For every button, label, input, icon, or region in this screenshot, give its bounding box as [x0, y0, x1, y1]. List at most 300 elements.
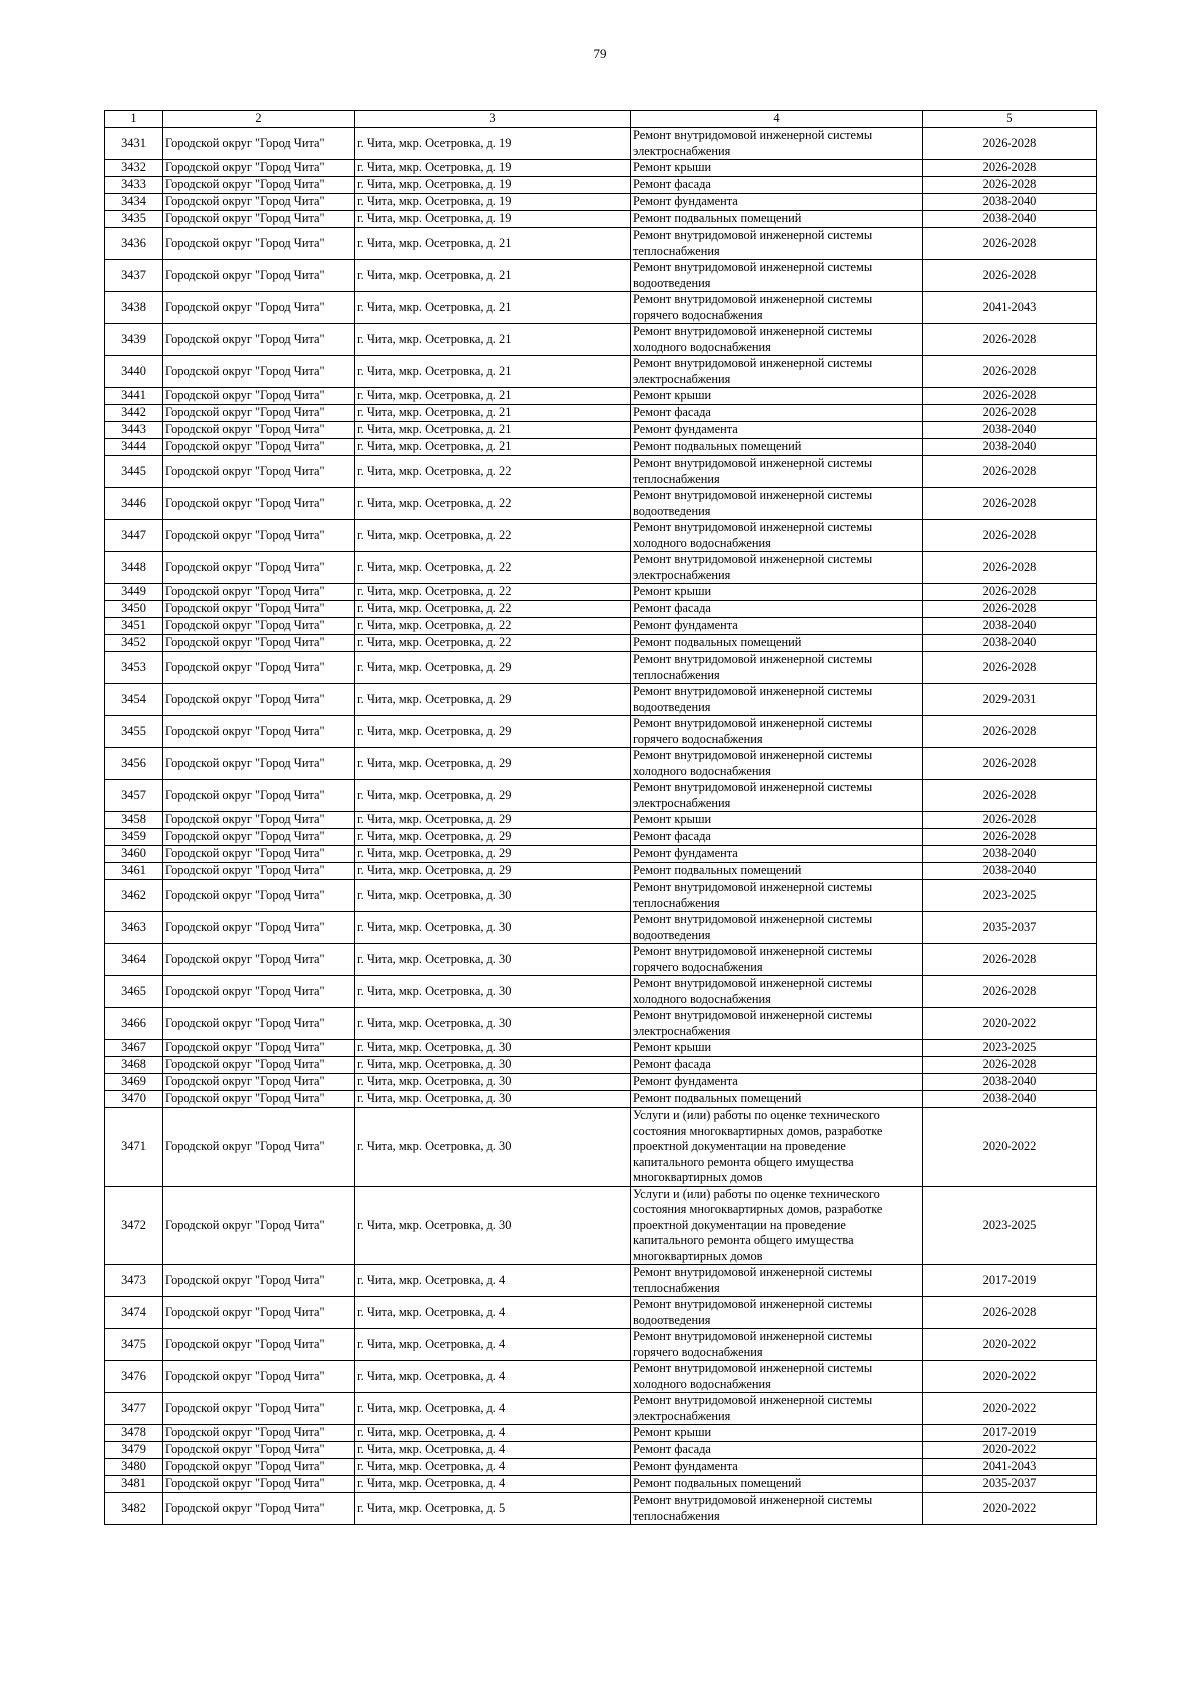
- row-number-cell: 3478: [105, 1425, 163, 1442]
- work-type-cell: Ремонт фасада: [631, 405, 923, 422]
- work-type-cell: Ремонт подвальных помещений: [631, 1091, 923, 1108]
- address-cell: г. Чита, мкр. Осетровка, д. 21: [355, 388, 631, 405]
- municipality-cell: Городской округ "Город Чита": [163, 292, 355, 324]
- address-cell: г. Чита, мкр. Осетровка, д. 29: [355, 652, 631, 684]
- row-number-cell: 3453: [105, 652, 163, 684]
- address-cell: г. Чита, мкр. Осетровка, д. 21: [355, 422, 631, 439]
- table-row: [105, 1091, 1097, 1108]
- period-cell: 2026-2028: [923, 388, 1097, 405]
- work-type-cell: Ремонт внутридомовой инженерной системы холодного водоснабжения: [631, 520, 923, 552]
- table-row: [105, 422, 1097, 439]
- address-cell: г. Чита, мкр. Осетровка, д. 29: [355, 863, 631, 880]
- municipality-cell: Городской округ "Город Чита": [163, 1074, 355, 1091]
- row-number-cell: 3480: [105, 1459, 163, 1476]
- row-number-cell: 3436: [105, 228, 163, 260]
- row-number-cell: 3456: [105, 748, 163, 780]
- table-row: [105, 1008, 1097, 1040]
- period-cell: 2026-2028: [923, 456, 1097, 488]
- table-row: [105, 1040, 1097, 1057]
- period-cell: 2017-2019: [923, 1425, 1097, 1442]
- address-cell: г. Чита, мкр. Осетровка, д. 22: [355, 618, 631, 635]
- municipality-cell: Городской округ "Город Чита": [163, 863, 355, 880]
- municipality-cell: Городской округ "Город Чита": [163, 652, 355, 684]
- municipality-cell: Городской округ "Город Чита": [163, 1425, 355, 1442]
- period-cell: 2026-2028: [923, 780, 1097, 812]
- column-header: 1: [105, 111, 163, 128]
- row-number-cell: 3472: [105, 1186, 163, 1265]
- period-cell: 2026-2028: [923, 716, 1097, 748]
- period-cell: 2020-2022: [923, 1442, 1097, 1459]
- municipality-cell: Городской округ "Город Чита": [163, 439, 355, 456]
- municipality-cell: Городской округ "Город Чита": [163, 1265, 355, 1297]
- period-cell: 2023-2025: [923, 880, 1097, 912]
- address-cell: г. Чита, мкр. Осетровка, д. 29: [355, 812, 631, 829]
- work-type-cell: Ремонт внутридомовой инженерной системы электроснабжения: [631, 128, 923, 160]
- work-type-cell: Ремонт внутридомовой инженерной системы водоотведения: [631, 1297, 923, 1329]
- row-number-cell: 3444: [105, 439, 163, 456]
- work-type-cell: Ремонт внутридомовой инженерной системы холодного водоснабжения: [631, 1361, 923, 1393]
- period-cell: 2020-2022: [923, 1008, 1097, 1040]
- work-type-cell: Ремонт подвальных помещений: [631, 863, 923, 880]
- municipality-cell: Городской округ "Город Чита": [163, 520, 355, 552]
- municipality-cell: Городской округ "Город Чита": [163, 260, 355, 292]
- address-cell: г. Чита, мкр. Осетровка, д. 22: [355, 456, 631, 488]
- municipality-cell: Городской округ "Город Чита": [163, 584, 355, 601]
- work-type-cell: Ремонт внутридомовой инженерной системы электроснабжения: [631, 1393, 923, 1425]
- table-row: [105, 260, 1097, 292]
- work-type-cell: Ремонт внутридомовой инженерной системы электроснабжения: [631, 780, 923, 812]
- period-cell: 2026-2028: [923, 1057, 1097, 1074]
- municipality-cell: Городской округ "Город Чита": [163, 748, 355, 780]
- municipality-cell: Городской округ "Город Чита": [163, 405, 355, 422]
- address-cell: г. Чита, мкр. Осетровка, д. 22: [355, 520, 631, 552]
- work-type-cell: Ремонт крыши: [631, 584, 923, 601]
- work-type-cell: Ремонт фасада: [631, 601, 923, 618]
- period-cell: 2020-2022: [923, 1108, 1097, 1187]
- municipality-cell: Городской округ "Город Чита": [163, 1329, 355, 1361]
- municipality-cell: Городской округ "Город Чита": [163, 912, 355, 944]
- work-type-cell: Ремонт фундамента: [631, 618, 923, 635]
- municipality-cell: Городской округ "Город Чита": [163, 388, 355, 405]
- municipality-cell: Городской округ "Город Чита": [163, 635, 355, 652]
- table-row: [105, 944, 1097, 976]
- table-row: [105, 520, 1097, 552]
- table-row: [105, 1329, 1097, 1361]
- period-cell: 2023-2025: [923, 1040, 1097, 1057]
- address-cell: г. Чита, мкр. Осетровка, д. 30: [355, 1040, 631, 1057]
- table-row: [105, 846, 1097, 863]
- table-row: [105, 1476, 1097, 1493]
- row-number-cell: 3450: [105, 601, 163, 618]
- municipality-cell: Городской округ "Город Чита": [163, 1493, 355, 1525]
- municipality-cell: Городской округ "Город Чита": [163, 1186, 355, 1265]
- work-type-cell: Ремонт крыши: [631, 1425, 923, 1442]
- table-row: [105, 684, 1097, 716]
- municipality-cell: Городской округ "Город Чита": [163, 128, 355, 160]
- municipality-cell: Городской округ "Город Чита": [163, 1459, 355, 1476]
- municipality-cell: Городской округ "Город Чита": [163, 422, 355, 439]
- address-cell: г. Чита, мкр. Осетровка, д. 29: [355, 716, 631, 748]
- work-type-cell: Ремонт подвальных помещений: [631, 211, 923, 228]
- row-number-cell: 3449: [105, 584, 163, 601]
- row-number-cell: 3461: [105, 863, 163, 880]
- work-type-cell: Ремонт внутридомовой инженерной системы водоотведения: [631, 260, 923, 292]
- period-cell: 2026-2028: [923, 812, 1097, 829]
- address-cell: г. Чита, мкр. Осетровка, д. 30: [355, 1008, 631, 1040]
- municipality-cell: Городской округ "Город Чита": [163, 780, 355, 812]
- address-cell: г. Чита, мкр. Осетровка, д. 4: [355, 1329, 631, 1361]
- table-row: [105, 1297, 1097, 1329]
- municipality-cell: Городской округ "Город Чита": [163, 1091, 355, 1108]
- row-number-cell: 3443: [105, 422, 163, 439]
- table-row: [105, 128, 1097, 160]
- municipality-cell: Городской округ "Город Чита": [163, 846, 355, 863]
- period-cell: 2023-2025: [923, 1186, 1097, 1265]
- municipality-cell: Городской округ "Город Чита": [163, 1108, 355, 1187]
- row-number-cell: 3463: [105, 912, 163, 944]
- work-type-cell: Ремонт внутридомовой инженерной системы теплоснабжения: [631, 880, 923, 912]
- table-row: [105, 652, 1097, 684]
- address-cell: г. Чита, мкр. Осетровка, д. 4: [355, 1297, 631, 1329]
- period-cell: 2038-2040: [923, 846, 1097, 863]
- work-type-cell: Ремонт крыши: [631, 388, 923, 405]
- period-cell: 2026-2028: [923, 128, 1097, 160]
- municipality-cell: Городской округ "Город Чита": [163, 1476, 355, 1493]
- table-row: [105, 488, 1097, 520]
- period-cell: 2026-2028: [923, 829, 1097, 846]
- period-cell: 2026-2028: [923, 944, 1097, 976]
- row-number-cell: 3437: [105, 260, 163, 292]
- municipality-cell: Городской округ "Город Чита": [163, 812, 355, 829]
- period-cell: 2026-2028: [923, 488, 1097, 520]
- municipality-cell: Городской округ "Город Чита": [163, 716, 355, 748]
- work-type-cell: Ремонт внутридомовой инженерной системы теплоснабжения: [631, 456, 923, 488]
- address-cell: г. Чита, мкр. Осетровка, д. 30: [355, 1186, 631, 1265]
- row-number-cell: 3462: [105, 880, 163, 912]
- address-cell: г. Чита, мкр. Осетровка, д. 19: [355, 211, 631, 228]
- municipality-cell: Городской округ "Город Чита": [163, 324, 355, 356]
- work-type-cell: Ремонт подвальных помещений: [631, 635, 923, 652]
- work-type-cell: Ремонт внутридомовой инженерной системы водоотведения: [631, 488, 923, 520]
- address-cell: г. Чита, мкр. Осетровка, д. 4: [355, 1265, 631, 1297]
- table-row: [105, 880, 1097, 912]
- table-row: [105, 635, 1097, 652]
- period-cell: 2026-2028: [923, 601, 1097, 618]
- row-number-cell: 3474: [105, 1297, 163, 1329]
- work-type-cell: Ремонт крыши: [631, 1040, 923, 1057]
- municipality-cell: Городской округ "Город Чита": [163, 356, 355, 388]
- table-row: [105, 601, 1097, 618]
- address-cell: г. Чита, мкр. Осетровка, д. 30: [355, 944, 631, 976]
- row-number-cell: 3455: [105, 716, 163, 748]
- table-row: [105, 1074, 1097, 1091]
- work-type-cell: Ремонт фасада: [631, 829, 923, 846]
- municipality-cell: Городской округ "Город Чита": [163, 160, 355, 177]
- row-number-cell: 3447: [105, 520, 163, 552]
- table-row: [105, 812, 1097, 829]
- table-row: [105, 1186, 1097, 1265]
- table-row: [105, 780, 1097, 812]
- row-number-cell: 3438: [105, 292, 163, 324]
- period-cell: 2026-2028: [923, 228, 1097, 260]
- row-number-cell: 3442: [105, 405, 163, 422]
- address-cell: г. Чита, мкр. Осетровка, д. 30: [355, 976, 631, 1008]
- address-cell: г. Чита, мкр. Осетровка, д. 19: [355, 177, 631, 194]
- period-cell: 2038-2040: [923, 863, 1097, 880]
- address-cell: г. Чита, мкр. Осетровка, д. 4: [355, 1459, 631, 1476]
- address-cell: г. Чита, мкр. Осетровка, д. 21: [355, 260, 631, 292]
- period-cell: 2038-2040: [923, 1074, 1097, 1091]
- work-type-cell: Ремонт фундамента: [631, 1074, 923, 1091]
- municipality-cell: Городской округ "Город Чита": [163, 1393, 355, 1425]
- municipality-cell: Городской округ "Город Чита": [163, 228, 355, 260]
- table-row: [105, 1442, 1097, 1459]
- row-number-cell: 3465: [105, 976, 163, 1008]
- row-number-cell: 3457: [105, 780, 163, 812]
- work-type-cell: Ремонт подвальных помещений: [631, 439, 923, 456]
- address-cell: г. Чита, мкр. Осетровка, д. 21: [355, 356, 631, 388]
- municipality-cell: Городской округ "Город Чита": [163, 1040, 355, 1057]
- table-row: [105, 748, 1097, 780]
- municipality-cell: Городской округ "Город Чита": [163, 976, 355, 1008]
- period-cell: 2038-2040: [923, 635, 1097, 652]
- work-type-cell: Услуги и (или) работы по оценке технического состояния многоквартирных домов, разработке проектной документации на проведение капитального ремонта общего имущества многоквартирных домов: [631, 1186, 923, 1265]
- address-cell: г. Чита, мкр. Осетровка, д. 29: [355, 748, 631, 780]
- row-number-cell: 3481: [105, 1476, 163, 1493]
- row-number-cell: 3446: [105, 488, 163, 520]
- table-row: [105, 292, 1097, 324]
- work-type-cell: Ремонт внутридомовой инженерной системы водоотведения: [631, 684, 923, 716]
- period-cell: 2026-2028: [923, 584, 1097, 601]
- period-cell: 2020-2022: [923, 1493, 1097, 1525]
- period-cell: 2041-2043: [923, 1459, 1097, 1476]
- period-cell: 2038-2040: [923, 211, 1097, 228]
- table-row: [105, 456, 1097, 488]
- work-type-cell: Ремонт фундамента: [631, 422, 923, 439]
- municipality-cell: Городской округ "Город Чита": [163, 601, 355, 618]
- work-type-cell: Ремонт фундамента: [631, 1459, 923, 1476]
- municipality-cell: Городской округ "Город Чита": [163, 829, 355, 846]
- work-type-cell: Ремонт фундамента: [631, 194, 923, 211]
- period-cell: 2026-2028: [923, 324, 1097, 356]
- period-cell: 2026-2028: [923, 356, 1097, 388]
- column-header: 3: [355, 111, 631, 128]
- period-cell: 2038-2040: [923, 618, 1097, 635]
- table-row: [105, 356, 1097, 388]
- municipality-cell: Городской округ "Город Чита": [163, 1297, 355, 1329]
- table-row: [105, 618, 1097, 635]
- municipality-cell: Городской округ "Город Чита": [163, 177, 355, 194]
- row-number-cell: 3476: [105, 1361, 163, 1393]
- work-type-cell: Ремонт внутридомовой инженерной системы горячего водоснабжения: [631, 292, 923, 324]
- period-cell: 2041-2043: [923, 292, 1097, 324]
- row-number-cell: 3473: [105, 1265, 163, 1297]
- work-type-cell: Ремонт фасада: [631, 177, 923, 194]
- address-cell: г. Чита, мкр. Осетровка, д. 22: [355, 488, 631, 520]
- table-row: [105, 160, 1097, 177]
- table-row: [105, 1361, 1097, 1393]
- address-cell: г. Чита, мкр. Осетровка, д. 30: [355, 1057, 631, 1074]
- municipality-cell: Городской округ "Город Чита": [163, 194, 355, 211]
- period-cell: 2035-2037: [923, 1476, 1097, 1493]
- table-row: [105, 863, 1097, 880]
- municipality-cell: Городской округ "Город Чита": [163, 1361, 355, 1393]
- address-cell: г. Чита, мкр. Осетровка, д. 19: [355, 160, 631, 177]
- table-row: [105, 388, 1097, 405]
- period-cell: 2026-2028: [923, 160, 1097, 177]
- table-row: [105, 405, 1097, 422]
- municipality-cell: Городской округ "Город Чита": [163, 1057, 355, 1074]
- work-type-cell: Ремонт внутридомовой инженерной системы теплоснабжения: [631, 1493, 923, 1525]
- table-row: [105, 439, 1097, 456]
- municipality-cell: Городской округ "Город Чита": [163, 1442, 355, 1459]
- municipality-cell: Городской округ "Город Чита": [163, 1008, 355, 1040]
- period-cell: 2026-2028: [923, 405, 1097, 422]
- municipality-cell: Городской округ "Город Чита": [163, 944, 355, 976]
- municipality-cell: Городской округ "Город Чита": [163, 488, 355, 520]
- row-number-cell: 3452: [105, 635, 163, 652]
- period-cell: 2026-2028: [923, 748, 1097, 780]
- municipality-cell: Городской округ "Город Чита": [163, 456, 355, 488]
- table-row: [105, 228, 1097, 260]
- row-number-cell: 3433: [105, 177, 163, 194]
- table-row: [105, 1265, 1097, 1297]
- period-cell: 2020-2022: [923, 1329, 1097, 1361]
- row-number-cell: 3475: [105, 1329, 163, 1361]
- period-cell: 2026-2028: [923, 1297, 1097, 1329]
- table-row: [105, 912, 1097, 944]
- address-cell: г. Чита, мкр. Осетровка, д. 22: [355, 584, 631, 601]
- row-number-cell: 3439: [105, 324, 163, 356]
- work-type-cell: Ремонт внутридомовой инженерной системы горячего водоснабжения: [631, 944, 923, 976]
- row-number-cell: 3458: [105, 812, 163, 829]
- work-type-cell: Ремонт внутридомовой инженерной системы теплоснабжения: [631, 652, 923, 684]
- table-row: [105, 1057, 1097, 1074]
- address-cell: г. Чита, мкр. Осетровка, д. 22: [355, 552, 631, 584]
- address-cell: г. Чита, мкр. Осетровка, д. 30: [355, 1108, 631, 1187]
- page-number: 79: [593, 46, 607, 61]
- work-type-cell: Ремонт внутридомовой инженерной системы холодного водоснабжения: [631, 748, 923, 780]
- address-cell: г. Чита, мкр. Осетровка, д. 5: [355, 1493, 631, 1525]
- table-row: [105, 1493, 1097, 1525]
- period-cell: 2026-2028: [923, 976, 1097, 1008]
- table-body: [105, 128, 1097, 1525]
- row-number-cell: 3470: [105, 1091, 163, 1108]
- column-header: 4: [631, 111, 923, 128]
- municipality-cell: Городской округ "Город Чита": [163, 211, 355, 228]
- row-number-cell: 3454: [105, 684, 163, 716]
- period-cell: 2038-2040: [923, 1091, 1097, 1108]
- row-number-cell: 3434: [105, 194, 163, 211]
- row-number-cell: 3440: [105, 356, 163, 388]
- table-row: [105, 1425, 1097, 1442]
- period-cell: 2038-2040: [923, 422, 1097, 439]
- work-type-cell: Ремонт подвальных помещений: [631, 1476, 923, 1493]
- period-cell: 2029-2031: [923, 684, 1097, 716]
- table-row: [105, 829, 1097, 846]
- address-cell: г. Чита, мкр. Осетровка, д. 30: [355, 880, 631, 912]
- period-cell: 2020-2022: [923, 1361, 1097, 1393]
- table-row: [105, 976, 1097, 1008]
- address-cell: г. Чита, мкр. Осетровка, д. 19: [355, 194, 631, 211]
- municipality-cell: Городской округ "Город Чита": [163, 880, 355, 912]
- work-type-cell: Ремонт фасада: [631, 1057, 923, 1074]
- table-row: [105, 194, 1097, 211]
- period-cell: 2035-2037: [923, 912, 1097, 944]
- row-number-cell: 3471: [105, 1108, 163, 1187]
- period-cell: 2026-2028: [923, 652, 1097, 684]
- row-number-cell: 3479: [105, 1442, 163, 1459]
- row-number-cell: 3468: [105, 1057, 163, 1074]
- column-header: 5: [923, 111, 1097, 128]
- address-cell: г. Чита, мкр. Осетровка, д. 29: [355, 829, 631, 846]
- row-number-cell: 3464: [105, 944, 163, 976]
- row-number-cell: 3467: [105, 1040, 163, 1057]
- work-type-cell: Ремонт внутридомовой инженерной системы электроснабжения: [631, 552, 923, 584]
- address-cell: г. Чита, мкр. Осетровка, д. 19: [355, 128, 631, 160]
- row-number-cell: 3441: [105, 388, 163, 405]
- period-cell: 2026-2028: [923, 552, 1097, 584]
- table-row: [105, 211, 1097, 228]
- period-cell: 2038-2040: [923, 439, 1097, 456]
- work-type-cell: Ремонт фасада: [631, 1442, 923, 1459]
- row-number-cell: 3460: [105, 846, 163, 863]
- work-type-cell: Ремонт внутридомовой инженерной системы водоотведения: [631, 912, 923, 944]
- row-number-cell: 3435: [105, 211, 163, 228]
- row-number-cell: 3445: [105, 456, 163, 488]
- row-number-cell: 3431: [105, 128, 163, 160]
- row-number-cell: 3477: [105, 1393, 163, 1425]
- table-row: [105, 1393, 1097, 1425]
- work-type-cell: Ремонт внутридомовой инженерной системы электроснабжения: [631, 1008, 923, 1040]
- address-cell: г. Чита, мкр. Осетровка, д. 21: [355, 439, 631, 456]
- work-type-cell: Ремонт внутридомовой инженерной системы холодного водоснабжения: [631, 324, 923, 356]
- work-type-cell: Ремонт крыши: [631, 812, 923, 829]
- address-cell: г. Чита, мкр. Осетровка, д. 4: [355, 1393, 631, 1425]
- work-type-cell: Ремонт внутридомовой инженерной системы горячего водоснабжения: [631, 716, 923, 748]
- table-row: [105, 716, 1097, 748]
- address-cell: г. Чита, мкр. Осетровка, д. 21: [355, 228, 631, 260]
- table-row: [105, 584, 1097, 601]
- address-cell: г. Чита, мкр. Осетровка, д. 30: [355, 1074, 631, 1091]
- column-header: 2: [163, 111, 355, 128]
- work-type-cell: Услуги и (или) работы по оценке технического состояния многоквартирных домов, разработке проектной документации на проведение капитального ремонта общего имущества многоквартирных домов: [631, 1108, 923, 1187]
- address-cell: г. Чита, мкр. Осетровка, д. 21: [355, 292, 631, 324]
- address-cell: г. Чита, мкр. Осетровка, д. 29: [355, 780, 631, 812]
- row-number-cell: 3482: [105, 1493, 163, 1525]
- period-cell: 2026-2028: [923, 520, 1097, 552]
- address-cell: г. Чита, мкр. Осетровка, д. 22: [355, 601, 631, 618]
- address-cell: г. Чита, мкр. Осетровка, д. 21: [355, 324, 631, 356]
- row-number-cell: 3466: [105, 1008, 163, 1040]
- repair-schedule-table: [104, 110, 1097, 1525]
- municipality-cell: Городской округ "Город Чита": [163, 684, 355, 716]
- work-type-cell: Ремонт внутридомовой инженерной системы холодного водоснабжения: [631, 976, 923, 1008]
- work-type-cell: Ремонт фундамента: [631, 846, 923, 863]
- row-number-cell: 3469: [105, 1074, 163, 1091]
- address-cell: г. Чита, мкр. Осетровка, д. 4: [355, 1361, 631, 1393]
- table-row: [105, 1459, 1097, 1476]
- work-type-cell: Ремонт внутридомовой инженерной системы горячего водоснабжения: [631, 1329, 923, 1361]
- municipality-cell: Городской округ "Город Чита": [163, 618, 355, 635]
- address-cell: г. Чита, мкр. Осетровка, д. 22: [355, 635, 631, 652]
- address-cell: г. Чита, мкр. Осетровка, д. 29: [355, 684, 631, 716]
- table-row: [105, 324, 1097, 356]
- row-number-cell: 3448: [105, 552, 163, 584]
- row-number-cell: 3451: [105, 618, 163, 635]
- period-cell: 2020-2022: [923, 1393, 1097, 1425]
- period-cell: 2038-2040: [923, 194, 1097, 211]
